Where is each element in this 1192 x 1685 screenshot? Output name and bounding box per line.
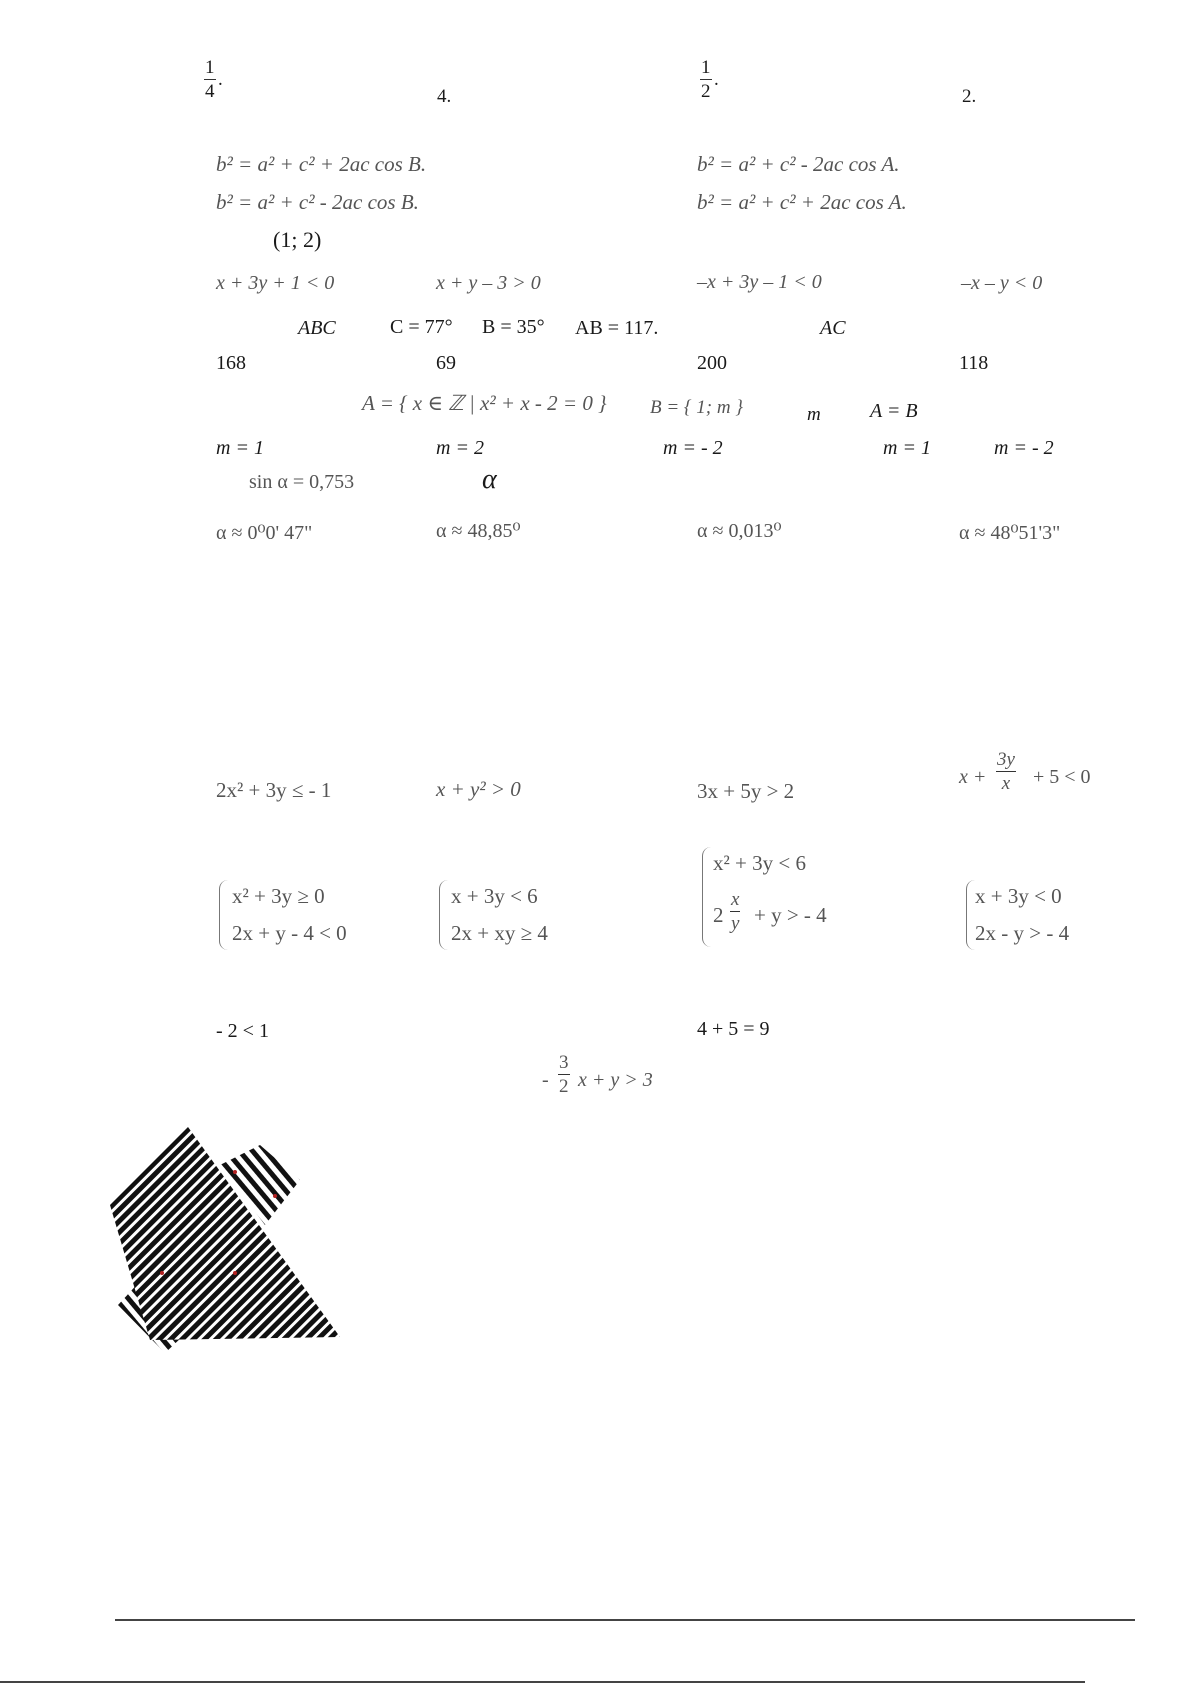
- figure-dot: [233, 1271, 237, 1275]
- footer-rule: [115, 1619, 1135, 1621]
- answer-b-angle: α ≈ 48,85⁰: [436, 520, 521, 542]
- answer-d-inequality: –x – y < 0: [961, 272, 1043, 294]
- figure-main-triangle: [110, 1127, 340, 1340]
- set-equality-condition: A = B: [870, 400, 918, 422]
- fraction-bar: [700, 79, 712, 80]
- fraction-numerator: x: [731, 889, 740, 910]
- answer-d-cosine: b² = a² + c² + 2ac cos A.: [697, 190, 907, 214]
- answer-c-angle: α ≈ 0,013⁰: [697, 520, 782, 542]
- answer-a-m-value: m = 1: [216, 437, 264, 459]
- answer-c-inequality-2: 3x + 5y > 2: [697, 779, 795, 803]
- answer-c-number: 200: [697, 352, 727, 374]
- fraction-bar: [204, 79, 216, 80]
- fraction-bar: [558, 1074, 570, 1075]
- system-b-brace: [439, 880, 448, 950]
- system-b-line-2: 2x + xy ≥ 4: [451, 921, 548, 945]
- answer-c-m-value: m = - 2: [663, 437, 723, 459]
- answer-b-m-value: m = 2: [436, 437, 484, 459]
- system-d-brace: [966, 880, 975, 950]
- fraction-bar: [996, 771, 1016, 772]
- answer-d-number: 118: [959, 352, 989, 374]
- fraction-numerator: 1: [205, 57, 215, 78]
- answer-a-statement: - 2 < 1: [216, 1020, 269, 1042]
- answer-d-angle: α ≈ 48⁰51'3": [959, 522, 1061, 544]
- system-a-line-1: x² + 3y ≥ 0: [232, 884, 325, 908]
- system-c-line-2-lead: 2: [713, 903, 724, 927]
- triangle-label: ABC: [298, 317, 336, 339]
- fraction-denominator: y: [731, 913, 740, 934]
- answer-b-text: 4.: [437, 86, 452, 107]
- system-c-fraction: [730, 890, 740, 933]
- answer-a-inequality-2: 2x² + 3y ≤ - 1: [216, 778, 332, 802]
- fraction-dot: .: [218, 69, 223, 90]
- answer-b-statement: 4 + 5 = 9: [697, 1018, 770, 1040]
- system-c-line-1: x² + 3y < 6: [713, 851, 806, 875]
- answer-b-inequality-2: x + y² > 0: [436, 777, 521, 801]
- fraction-numerator: 1: [701, 57, 711, 78]
- angle-b-value: B = 35°: [482, 316, 545, 338]
- answer-d-tail: + 5 < 0: [1033, 766, 1091, 788]
- answer-d-text: 2.: [962, 86, 977, 107]
- answer-c-tail: x + y > 3: [578, 1069, 653, 1091]
- side-ab-value: AB = 117.: [575, 317, 659, 339]
- fraction-denominator: 2: [701, 81, 711, 102]
- fraction-denominator: x: [1001, 773, 1011, 794]
- answer-b-number: 69: [436, 352, 456, 374]
- system-b-line-1: x + 3y < 6: [451, 884, 538, 908]
- answer-a-fraction: [204, 58, 216, 101]
- system-c-brace: [702, 847, 711, 947]
- target-side-label: AC: [820, 317, 846, 339]
- bottom-edge-rule: [0, 1681, 1085, 1683]
- answer-a-number: 168: [216, 352, 246, 374]
- system-c-line-2-tail: + y > - 4: [754, 903, 827, 927]
- fraction-bar: [730, 911, 740, 912]
- answer-d-fraction: [996, 750, 1016, 793]
- fraction-dot: .: [714, 69, 719, 90]
- set-b-definition: B = { 1; m }: [650, 397, 743, 418]
- answer-a-cosine: b² = a² + c² + 2ac cos B.: [216, 152, 427, 176]
- fraction-numerator: 3y: [997, 749, 1015, 770]
- fraction-denominator: 4: [205, 81, 215, 102]
- answer-a-inequality: x + 3y + 1 < 0: [216, 272, 335, 294]
- answer-d-m-value-1: m = 1: [883, 437, 931, 459]
- system-a-line-2: 2x + y - 4 < 0: [232, 921, 347, 945]
- figure-dot: [273, 1194, 277, 1198]
- answer-d-m-value-2: m = - 2: [994, 437, 1054, 459]
- answer-b-inequality: x + y – 3 > 0: [436, 272, 541, 294]
- parameter-m: m: [807, 404, 821, 425]
- answer-d-lead: x +: [959, 766, 987, 788]
- fraction-denominator: 2: [559, 1076, 569, 1097]
- alpha-symbol: α: [482, 464, 497, 495]
- answer-b-cosine: b² = a² + c² - 2ac cos A.: [697, 152, 900, 176]
- point-coordinates: (1; 2): [273, 227, 322, 252]
- figure-dot: [233, 1170, 237, 1174]
- answer-c-inequality: –x + 3y – 1 < 0: [697, 271, 822, 293]
- angle-c-value: C = 77°: [390, 316, 453, 338]
- striped-figure: [110, 1125, 350, 1355]
- answer-c-lead: -: [542, 1069, 549, 1091]
- answer-c-fraction: [558, 1053, 570, 1096]
- system-d-line-2: 2x - y > - 4: [975, 921, 1070, 945]
- figure-dot: [160, 1271, 164, 1275]
- answer-c-fraction: [700, 58, 712, 101]
- set-a-definition: A = { x ∈ ℤ | x² + x - 2 = 0 }: [362, 391, 607, 415]
- fraction-numerator: 3: [559, 1052, 569, 1073]
- answer-c-cosine: b² = a² + c² - 2ac cos B.: [216, 190, 419, 214]
- system-a-brace: [219, 880, 228, 950]
- system-d-line-1: x + 3y < 0: [975, 884, 1062, 908]
- answer-a-angle: α ≈ 0⁰0' 47": [216, 522, 313, 544]
- sine-given: sin α = 0,753: [249, 471, 355, 493]
